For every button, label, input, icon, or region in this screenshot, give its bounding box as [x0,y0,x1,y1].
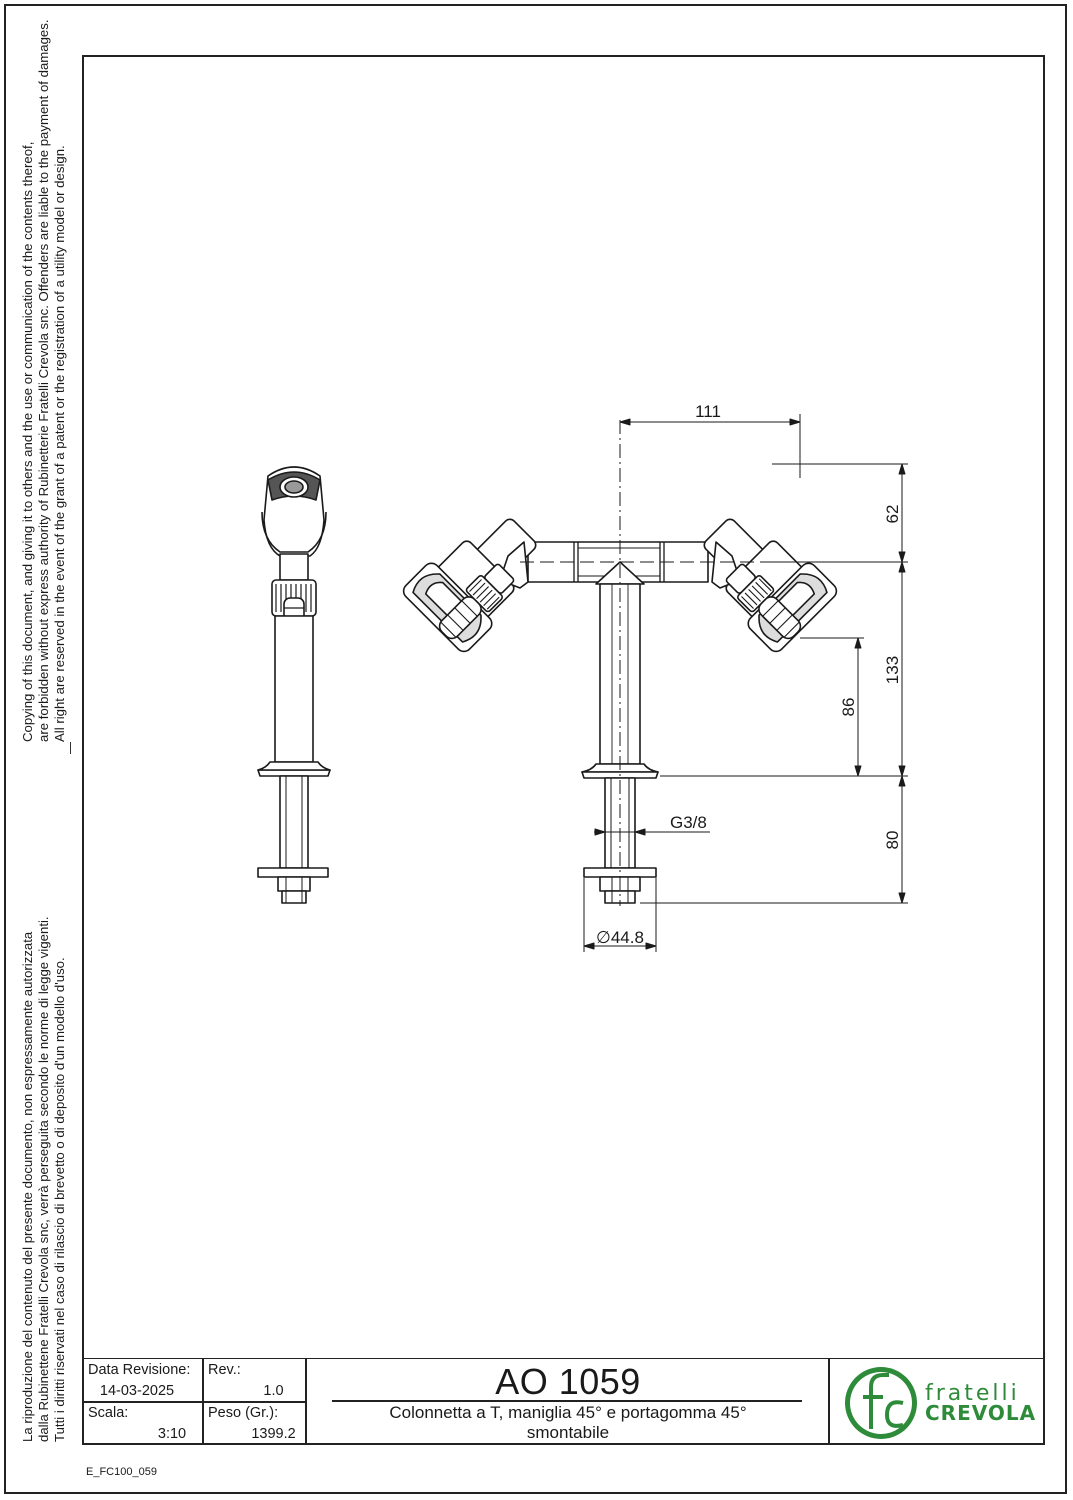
copyright-it-line-2: dalla Rubinettene Fratelli Crevola snc, verrà perseguita secondo le norme di legge vigenti. [36,916,51,1442]
weight-label: Peso (Gr.): [208,1405,279,1421]
copyright-en-line-3: All right are reserved in the event of the grant of a patent or the registration of a utility model or design. [52,145,67,742]
weight-cell [202,1402,305,1444]
copyright-en-line-2: are forbidden without express authority of Rubinetterie Fratelli Crevola snc. Offenders are liable to the payment of damages. [36,19,51,742]
description-line-1: Colonnetta a T, maniglia 45° e portagomma 45° [389,1403,747,1422]
revision-cell [202,1359,305,1401]
logo-text-fratelli: fratelli [925,1381,1020,1406]
weight-value: 1399.2 [251,1426,296,1442]
dim-thread: G3/8 [670,813,707,832]
company-logo [829,1359,1043,1444]
scale-label: Scala: [88,1405,129,1421]
file-code: E_FC100_059 [86,1466,157,1478]
scale-cell [82,1402,202,1444]
product-code: AO 1059 [495,1361,641,1402]
dim-133: 133 [883,655,902,685]
revision-label: Rev.: [208,1362,241,1378]
dim-62: 62 [883,504,902,524]
revision-date-cell [82,1359,202,1401]
product-description [307,1403,829,1443]
side-view [258,467,330,903]
copyright-it-line-1: La riproduzione del contenuto del presente documento, non espressamente autorizzata [20,931,35,1442]
title-block [82,1358,1045,1445]
revision-date-value: 14-03-2025 [99,1383,175,1399]
dimension-labels [596,402,902,947]
dim-86: 86 [839,697,858,717]
scale-value: 3:10 [157,1426,187,1442]
revision-date-label: Data Revisione: [88,1362,191,1378]
description-line-2: smontabile [526,1423,610,1442]
dim-diameter: ∅44.8 [596,928,644,947]
fc-logo-icon [829,1359,919,1444]
copyright-it-line-3: Tutti i diritti riservati nel caso di rilascio di brevetto o di deposito d'un modello d'uso. [52,957,67,1442]
copyright-en-line-1: Copying of this document, and giving it to others and the use or communication of the contents thereof, [20,141,35,742]
front-view [400,420,900,906]
revision-value: 1.0 [263,1383,284,1399]
logo-text-crevola: CREVOLA [925,1401,1037,1425]
dim-80: 80 [883,830,902,850]
dim-111: 111 [695,402,721,421]
